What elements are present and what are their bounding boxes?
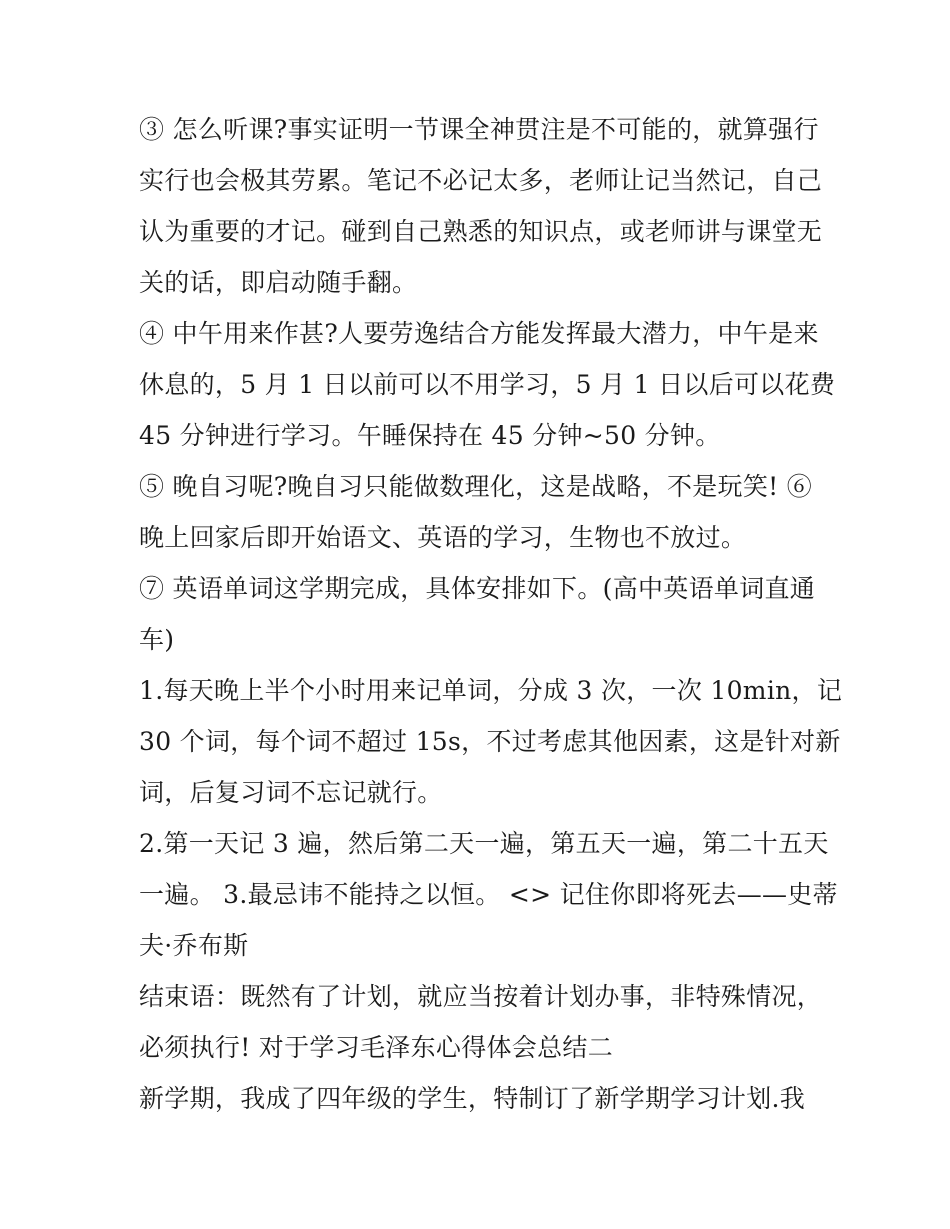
text-line: ④ 中午用来作甚?人要劳逸结合方能发挥最大潜力，中午是来 [139,319,819,348]
text-line: 45 分钟进行学习。午睡保持在 45 分钟~50 分钟。 [139,421,721,450]
text-line: 休息的，5 月 1 日以前可以不用学习，5 月 1 日以后可以花费 [139,370,836,399]
text-line: 词，后复习词不忘记就行。 [139,778,443,807]
text-line: ⑤ 晚自习呢?晚自习只能做数理化，这是战略，不是玩笑! ⑥ [139,472,813,501]
text-line: 结束语：既然有了计划，就应当按着计划办事，非特殊情况， [139,982,823,1011]
text-line: ⑦ 英语单词这学期完成，具体安排如下。(高中英语单词直通 [139,574,816,603]
text-line: ③ 怎么听课?事实证明一节课全神贯注是不可能的，就算强行 [139,115,819,144]
text-line: 晚上回家后即开始语文、英语的学习，生物也不放过。 [139,523,747,552]
text-line: 认为重要的才记。碰到自己熟悉的知识点，或老师讲与课堂无 [139,217,823,246]
text-line: 实行也会极其劳累。笔记不必记太多，老师让记当然记，自己 [139,166,823,195]
text-line: 1.每天晚上半个小时用来记单词，分成 3 次，一次 10min，记 [139,676,843,705]
text-line: 30 个词，每个词不超过 15s，不过考虑其他因素，这是针对新 [139,727,841,756]
text-line: 必须执行! 对于学习毛泽东心得体会总结二 [139,1033,613,1062]
text-line: 一遍。 3.最忌讳不能持之以恒。 <> 记住你即将死去——史蒂 [139,880,838,909]
text-line: 车) [139,625,175,654]
text-line: 关的话，即启动随手翻。 [139,268,418,297]
text-line: 夫·乔布斯 [139,931,249,960]
text-line: 2.第一天记 3 遍，然后第二天一遍，第五天一遍，第二十五天 [139,829,829,858]
text-line: 新学期，我成了四年级的学生，特制订了新学期学习计划.我 [139,1084,806,1113]
